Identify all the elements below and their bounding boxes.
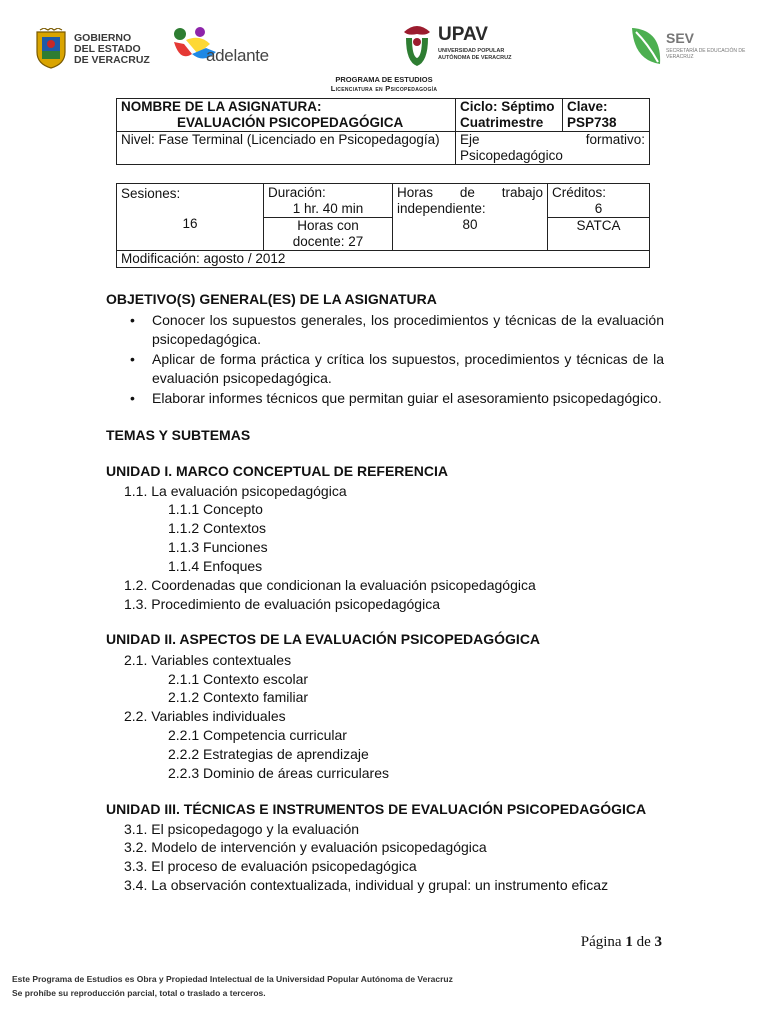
list-item: 2.2.2 Estrategias de aprendizaje (168, 746, 369, 762)
current-page: 1 (625, 934, 633, 950)
eje-label-2: formativo: (585, 132, 645, 147)
list-item: 1.2. Coordenadas que condicionan la evaluación psicopedagógica (124, 577, 536, 593)
objetivo-text: Aplicar de forma práctica y crítica los supuestos, procedimientos y técnicas de la evaluación psicopedagógica. (152, 351, 664, 386)
horas-independiente-cell (393, 184, 548, 251)
independiente-label: independiente: (397, 201, 486, 216)
list-item: 2.1. Variables contextuales (124, 652, 292, 668)
copyright-line-1: Este Programa de Estudios es Obra y Propiedad Intelectual de la Universidad Popular Autónoma de Veracruz (12, 974, 453, 984)
program-line-2: Licenciatura en Psicopedagogía (330, 84, 438, 93)
asignatura-table (116, 98, 650, 165)
sev-leaf-icon (628, 24, 664, 70)
copyright-line-2: Se prohíbe su reproducción parcial, total o traslado a terceros. (12, 988, 266, 998)
sesiones-value: 16 (182, 216, 198, 231)
eje-label: Eje (460, 132, 480, 147)
duracion-label: Duración: (268, 185, 326, 200)
gobierno-veracruz-logo (34, 26, 164, 72)
list-item: 2.2.3 Dominio de áreas curriculares (168, 765, 389, 781)
clave-label: Clave: (567, 99, 608, 114)
nombre-cell (117, 99, 456, 132)
bullet-icon: • (130, 390, 135, 406)
sev-text: SEV (666, 30, 695, 46)
list-item: 3.4. La observación contextualizada, individual y grupal: un instrumento eficaz (124, 877, 609, 893)
objetivos-title: OBJETIVO(S) GENERAL(ES) DE LA ASIGNATURA (106, 291, 437, 307)
list-item: 3.3. El proceso de evaluación psicopedagógica (124, 858, 417, 874)
sesiones-cell (117, 184, 264, 251)
creditos-cell (548, 184, 650, 218)
adelante-logo (170, 24, 285, 74)
list-item: 1.3. Procedimiento de evaluación psicopedagógica (124, 596, 440, 612)
objetivo-text: Elaborar informes técnicos que permitan guiar el asesoramiento psicopedagógico. (152, 390, 662, 406)
nombre-label: NOMBRE DE LA ASIGNATURA: (121, 99, 322, 114)
horas-docente-line-2: docente: 27 (292, 234, 364, 249)
nombre-value: EVALUACIÓN PSICOPEDAGÓGICA (177, 115, 404, 130)
program-title (0, 75, 768, 93)
bullet-icon: • (130, 351, 135, 367)
gobierno-line: DEL ESTADO (74, 42, 141, 55)
duracion-value: 1 hr. 40 min (292, 201, 364, 216)
pagina-label: Página (580, 934, 622, 950)
bullet-icon: • (130, 312, 135, 328)
sev-subtitle: SECRETARÍA DE EDUCACIÓN DE VERACRUZ (666, 48, 746, 60)
veracruz-shield-icon (34, 28, 68, 70)
eje-value: Psicopedagógico (460, 148, 563, 163)
list-item: 3.2. Modelo de intervención y evaluación psicopedagógica (124, 839, 487, 855)
modificacion-cell: Modificación: agosto / 2012 (117, 251, 650, 268)
list-item: 3.1. El psicopedagogo y la evaluación (124, 821, 360, 837)
ciclo-value: Cuatrimestre (460, 115, 544, 130)
list-item: 1.1.3 Funciones (168, 539, 268, 555)
creditos-value: 6 (594, 201, 603, 216)
list-item (130, 311, 664, 349)
nivel-cell: Nivel: Fase Terminal (Licenciado en Psicopedagogía) (117, 132, 456, 165)
satca-cell: SATCA (548, 218, 650, 251)
adelante-text: adelante (206, 46, 269, 65)
clave-value: PSP738 (567, 115, 617, 130)
de-word: de (459, 185, 475, 200)
horas-independiente-value: 80 (462, 217, 478, 232)
list-item: 1.1.2 Contextos (168, 520, 267, 536)
ciclo-cell (456, 99, 563, 132)
upav-text: UPAV (438, 24, 488, 45)
creditos-label: Créditos: (552, 185, 607, 200)
de-label: de (636, 934, 651, 950)
unidad-1-title: UNIDAD I. MARCO CONCEPTUAL DE REFERENCIA (106, 463, 448, 479)
list-item: 2.2.1 Competencia curricular (168, 727, 347, 743)
list-item: 2.1.1 Contexto escolar (168, 671, 309, 687)
upav-subtitle: UNIVERSIDAD POPULAR AUTÓNOMA DE VERACRUZ (438, 48, 512, 61)
objetivos-list (130, 311, 664, 409)
unidad-2-title: UNIDAD II. ASPECTOS DE LA EVALUACIÓN PSICOPEDAGÓGICA (106, 631, 541, 647)
temas-title: TEMAS Y SUBTEMAS (106, 427, 251, 443)
list-item: 2.2. Variables individuales (124, 708, 286, 724)
unidad-3-title: UNIDAD III. TÉCNICAS E INSTRUMENTOS DE EVALUACIÓN PSICOPEDAGÓGICA (106, 801, 647, 817)
list-item: 2.1.2 Contexto familiar (168, 689, 309, 705)
horas-docente-line-1: Horas con (297, 218, 359, 233)
trabajo-word: trabajo (501, 185, 543, 200)
list-item: 1.1.1 Concepto (168, 501, 263, 517)
clave-cell (563, 99, 650, 132)
gobierno-line: GOBIERNO (74, 31, 132, 44)
total-pages: 3 (654, 934, 662, 950)
ciclo-label: Ciclo: Séptimo (460, 99, 555, 114)
list-item (130, 389, 664, 408)
upav-logo (398, 22, 518, 74)
horas-table (116, 183, 650, 268)
eje-cell (456, 132, 650, 165)
horas-docente-cell (264, 218, 393, 251)
list-item: 1.1. La evaluación psicopedagógica (124, 483, 347, 499)
duracion-cell (264, 184, 393, 218)
page-number (581, 934, 662, 951)
copyright-note (12, 972, 453, 1000)
program-line-1: PROGRAMA DE ESTUDIOS (335, 75, 433, 84)
sev-logo (628, 24, 748, 72)
sesiones-label: Sesiones: (121, 186, 181, 201)
upav-emblem-icon (398, 22, 436, 70)
horas-word: Horas (397, 185, 434, 200)
list-item: 1.1.4 Enfoques (168, 558, 263, 574)
list-item (130, 350, 664, 388)
objetivo-text: Conocer los supuestos generales, los procedimientos y técnicas de la evaluación psicopedagógica. (152, 312, 664, 347)
gobierno-line: DE VERACRUZ (74, 53, 150, 66)
